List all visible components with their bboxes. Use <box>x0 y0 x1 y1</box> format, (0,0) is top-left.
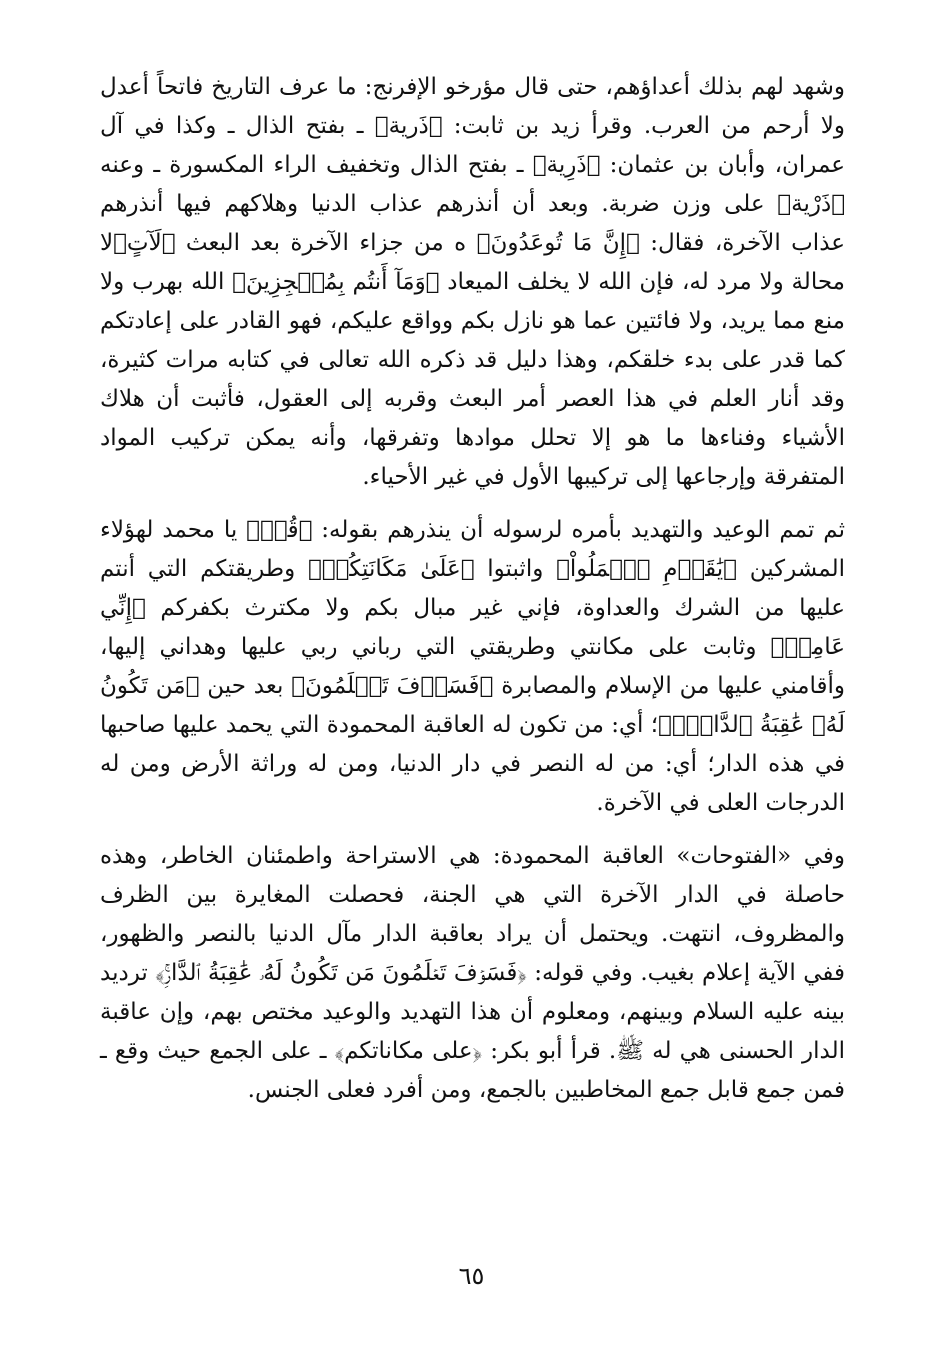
paragraph-1: وشهد لهم بذلك أعداؤهم، حتى قال مؤرخو الإفرنج: ما عرف التاريخ فاتحاً أعدل ولا أرحم من العرب. وقرأ زيد بن ثابت: ﴿ذَرية﴾ ـ بفتح الذال ـ وكذا في آل عمران، وأبان بن عثمان: ﴿ذَرِية﴾ ـ بفتح الذال وتخفيف الراء المكسورة ـ وعنه ﴿ذَرْية﴾ على وزن ضربة. وبعد أن أنذرهم عذاب الدنيا وهلاكهم فيها أنذرهم عذاب الآخرة، فقال: ﴿إِنَّ مَا تُوعَدُونَ﴾ ه من جزاء الآخرة بعد البعث ﴿لَآتٍ﴾لا محالة ولا مرد له، فإن الله لا يخلف الميعاد ﴿وَمَآ أَنتُم بِمُعۡجِزِينَ﴾ الله بهرب ولا منع مما يريد، ولا فائتين عما هو نازل بكم وواقع عليكم، فهو القادر على إعادتكم كما قدر على بدء خلقكم، وهذا دليل قد ذكره الله تعالى في كتابه مرات كثيرة، وقد أنار العلم في هذا العصر أمر البعث وقربه إلى العقول، فأثبت أن هلاك الأشياء وفناءها ما هو إلا تحلل موادها وتفرقها، وأنه يمكن تركيب المواد المتفرقة وإرجاعها إلى تركيبها الأول في غير الأحياء. <box>100 74 845 490</box>
page-number: ٦٥ <box>458 1262 485 1290</box>
paragraph-3: وفي «الفتوحات» العاقبة المحمودة: هي الاستراحة واطمئنان الخاطر، وهذه حاصلة في الدار الآخرة التي هي الجنة، فحصلت المغايرة بين الظرف والمظروف، انتهت. ويحتمل أن يراد بعاقبة الدار مآل الدنيا بالنصر والظهور، ففي الآية إعلام بغيب. وفي قوله: ﴿فَسَوۡفَ تَعۡلَمُونَ مَن تَكُونُ لَهُۥ عَٰقِبَةُ ٱلدَّارِۚ﴾ ترديد بينه عليه السلام وبينهم، ومعلوم أن هذا التهديد والوعيد مختص بهم، وإن عاقبة الدار الحسنى هي له ﷺ. قرأ أبو بكر: ﴿على مكاناتكم﴾ ـ على الجمع حيث وقع ـ فمن جمع قابل جمع المخاطبين بالجمع، ومن أفرد فعلى الجنس. <box>100 843 845 1103</box>
page-body <box>100 68 845 1110</box>
paragraph-2: ثم تمم الوعيد والتهديد بأمره لرسوله أن ينذرهم بقوله: ﴿قُلۡ﴾ يا محمد لهؤلاء المشركين ﴿يَٰقَوۡمِ ٱعۡمَلُواْ﴾ واثبتوا ﴿عَلَىٰ مَكَانَتِكُمۡ﴾ وطريقتكم التي أنتم عليها من الشرك والعداوة، فإني غير مبال بكم ولا مكترث بكفركم ﴿إِنِّي عَامِلٞ﴾ وثابت على مكانتي وطريقتي التي رباني ربي عليها وهداني إليها، وأقامني عليها من الإسلام والمصابرة ﴿فَسَوۡفَ تَعۡلَمُونَ﴾ بعد حين ﴿مَن تَكُونُ لَهُۥ عَٰقِبَةُ ٱلدَّارِۚ﴾؛ أي: من تكون له العاقبة المحمودة التي يحمد عليها صاحبها في هذه الدار؛ أي: من له النصر في دار الدنيا، ومن له وراثة الأرض ومن له الدرجات العلى في الآخرة. <box>100 517 845 816</box>
